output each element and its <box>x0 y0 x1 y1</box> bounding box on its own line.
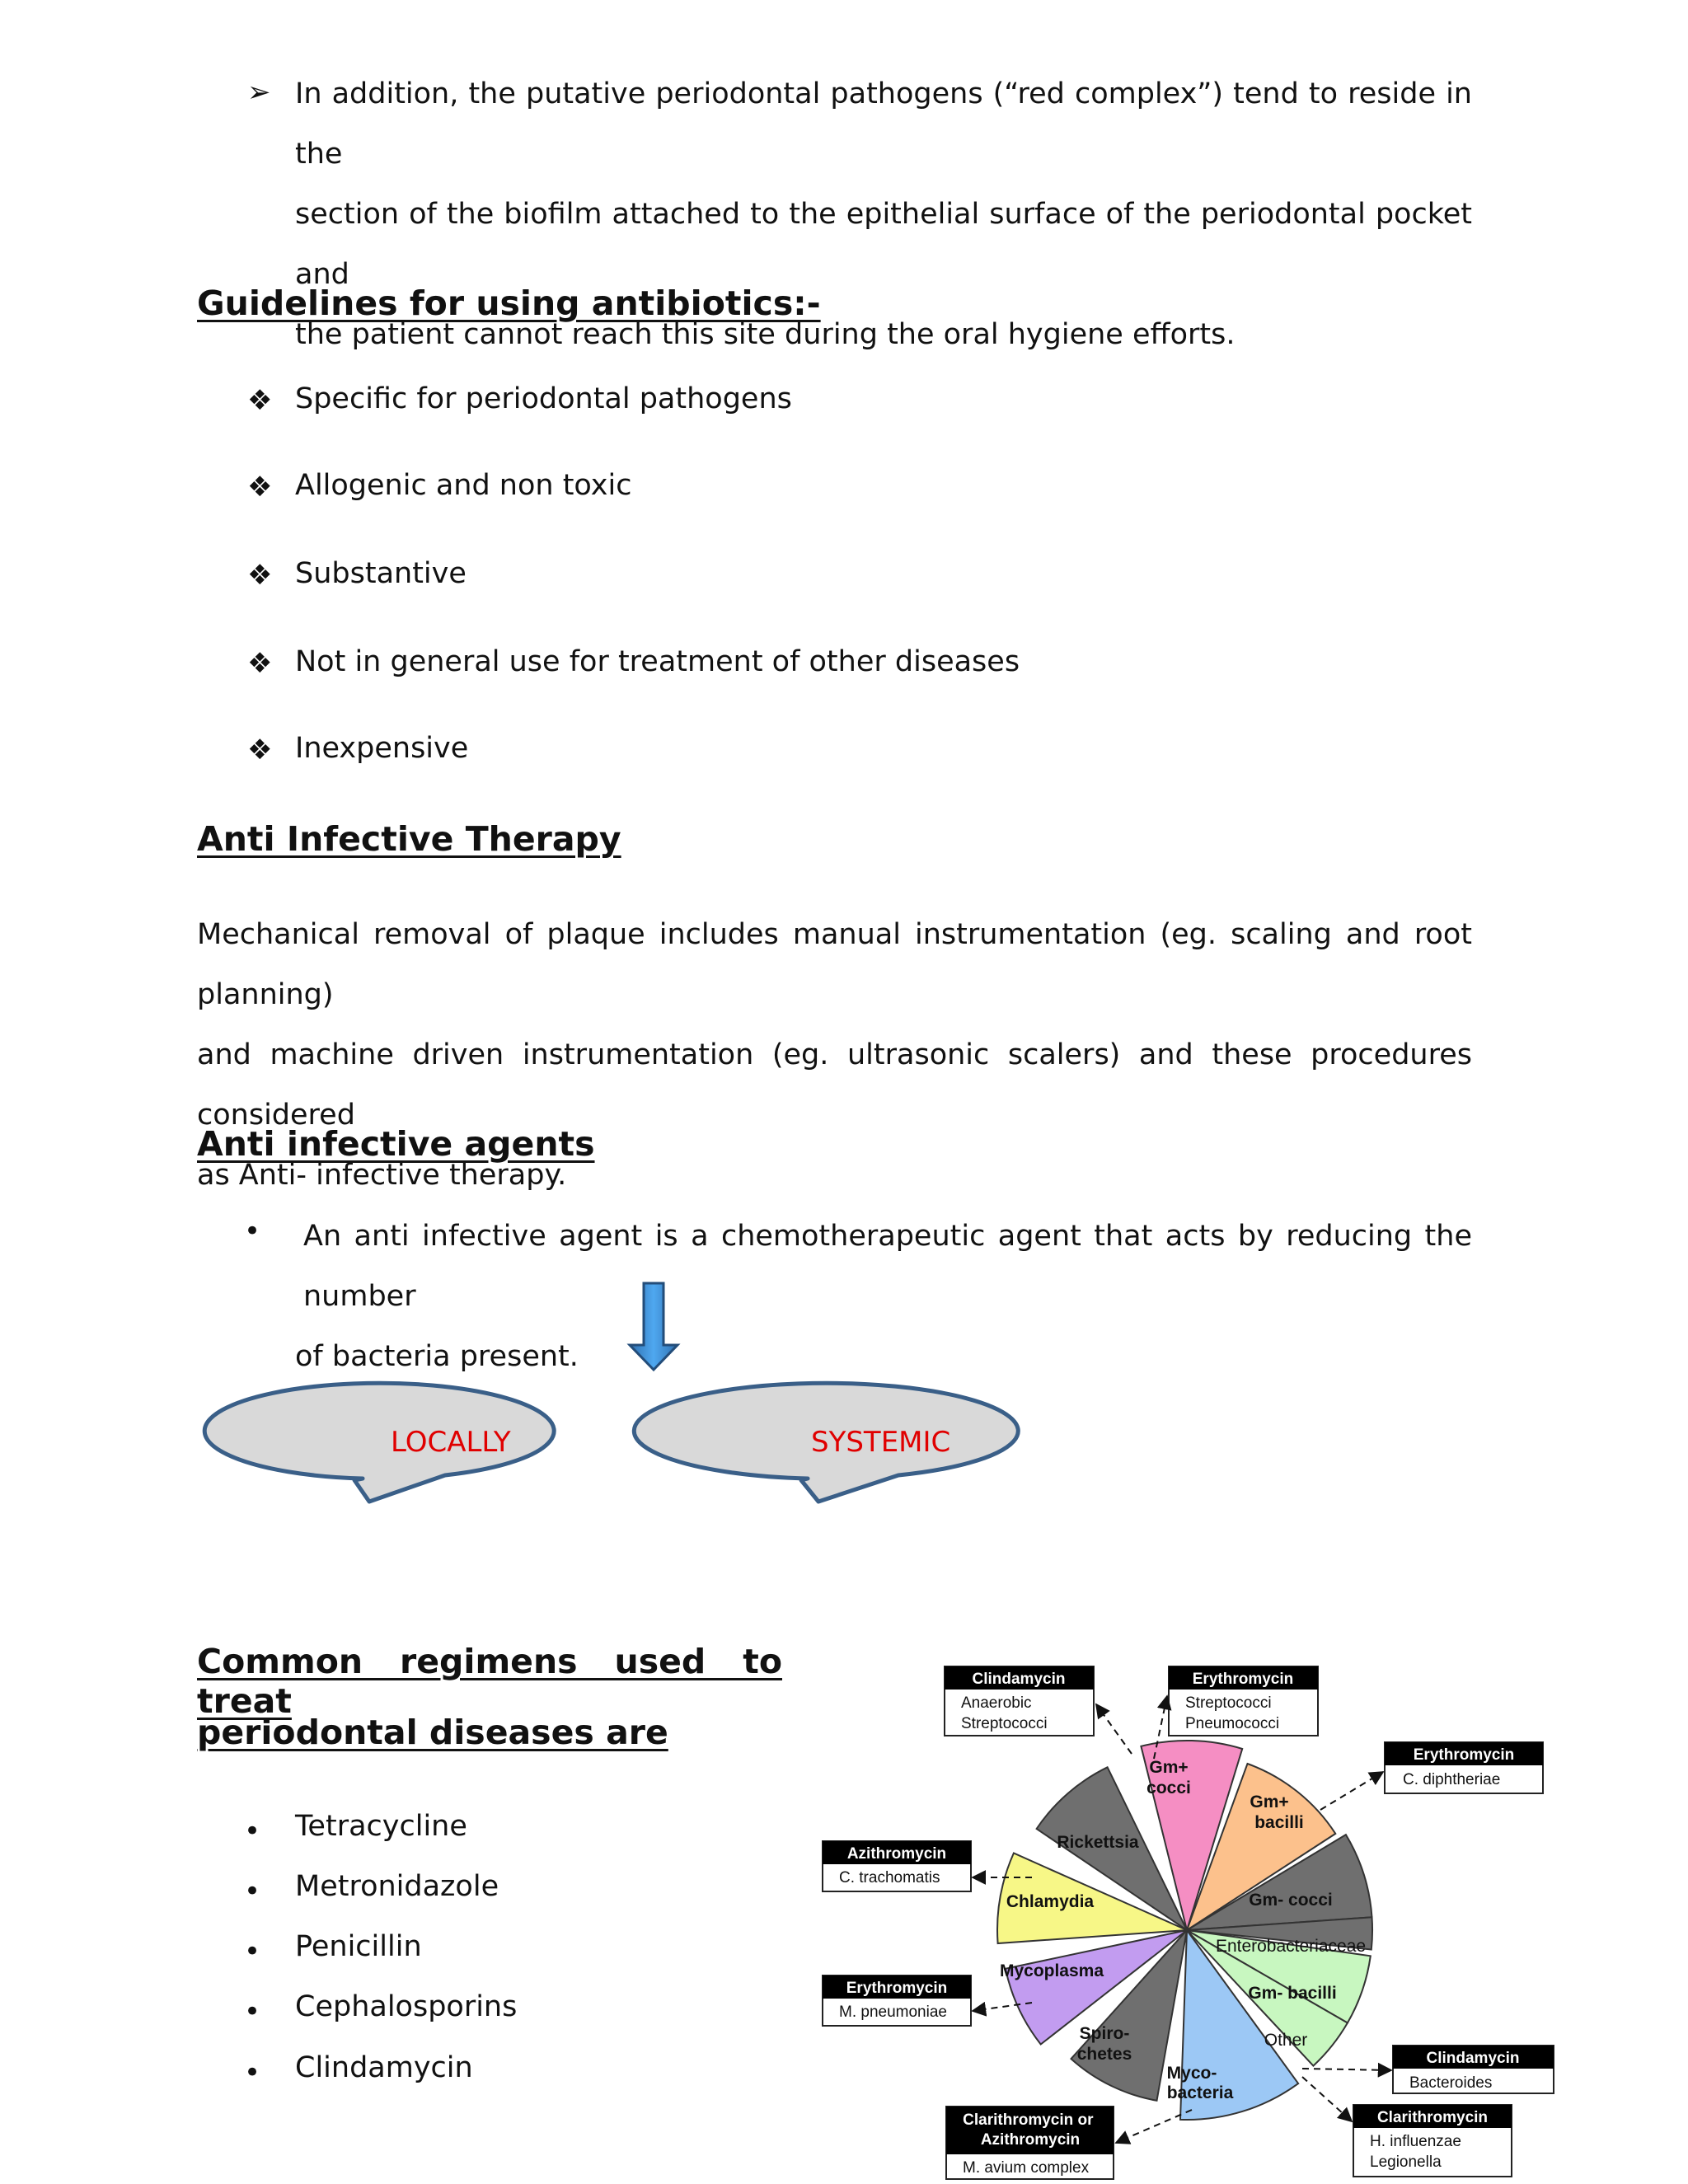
svg-text:Anaerobic: Anaerobic <box>961 1694 1032 1712</box>
regimen-item: Penicillin <box>295 1930 422 1963</box>
slice-label-gm-pos-bacilli: Gm+ bacilli <box>1250 1793 1304 1832</box>
slice-label-mycobacteria: Myco-bacteria <box>1166 2064 1234 2102</box>
svg-text:Azithromycin: Azithromycin <box>846 1845 947 1863</box>
svg-text:Pneumococci: Pneumococci <box>1185 1715 1280 1732</box>
anti-infective-agents-heading: Anti infective agents <box>197 1124 595 1164</box>
dot-bullet-icon: • <box>244 1875 261 1908</box>
svg-text:C. diphtheriae: C. diphtheriae <box>1403 1771 1501 1788</box>
svg-text:Erythromycin: Erythromycin <box>846 1980 948 1997</box>
slice-label-gm-neg-bacilli: Gm- bacilli <box>1248 1984 1337 2003</box>
drug-box <box>1169 1666 1318 1736</box>
svg-text:Bacteroides: Bacteroides <box>1409 2074 1493 2092</box>
drug-box <box>1393 2046 1554 2093</box>
regimens-heading-line-1: Common regimens used to treat <box>197 1642 782 1721</box>
intro-line-3: the patient cannot reach this site during the oral hygiene efforts. <box>295 318 1236 351</box>
intro-line-2: section of the biofilm attached to the epithelial surface of the periodontal pocket and <box>295 198 1472 291</box>
dot-bullet-icon: • <box>244 1995 261 2028</box>
anti-infective-therapy-heading: Anti Infective Therapy <box>197 819 621 859</box>
svg-text:Streptococci: Streptococci <box>1185 1694 1272 1712</box>
agents-line-2: of bacteria present. <box>295 1340 579 1373</box>
slice-label-other: Other <box>1264 2031 1308 2050</box>
regimen-item: Clindamycin <box>295 2051 473 2084</box>
guideline-item: Allogenic and non toxic <box>295 469 632 502</box>
dot-bullet-icon: • <box>244 1215 261 1248</box>
slice-label-rickettsia: Rickettsia <box>1057 1833 1139 1852</box>
regimens-heading-line-2: periodontal diseases are <box>197 1713 668 1752</box>
guideline-item: Substantive <box>295 557 467 590</box>
svg-text:Clindamycin: Clindamycin <box>972 1671 1066 1688</box>
agents-line-1: An anti infective agent is a chemotherapeutic agent that acts by reducing the number <box>303 1220 1472 1313</box>
svg-text:Clarithromycin: Clarithromycin <box>1376 2109 1489 2126</box>
regimen-item: Metronidazole <box>295 1870 499 1903</box>
guideline-item: Specific for periodontal pathogens <box>295 382 792 415</box>
slice-label-gm-neg-cocci: Gm- cocci <box>1249 1891 1333 1910</box>
slice-label-mycoplasma: Mycoplasma <box>999 1961 1104 1980</box>
dot-bullet-icon: • <box>244 1815 261 1848</box>
svg-text:Streptococci: Streptococci <box>961 1715 1048 1732</box>
svg-text:Legionella: Legionella <box>1370 2154 1442 2171</box>
slice-label-chlamydia: Chlamydia <box>1006 1892 1095 1911</box>
guidelines-heading: Guidelines for using antibiotics:- <box>197 284 821 323</box>
therapy-line-2: and machine driven instrumentation (eg. ultrasonic scalers) and these procedures considered <box>197 1038 1472 1132</box>
diamond-bullet-icon: ❖ <box>247 471 273 504</box>
drug-box <box>1385 1742 1543 1793</box>
slice-label-spirochetes: Spiro-chetes <box>1076 2024 1132 2064</box>
svg-text:M. pneumoniae: M. pneumoniae <box>839 2004 947 2021</box>
slice-label-enterobacteriaceae: Enterobacteriaceae <box>1215 1937 1367 1956</box>
regimen-item: Tetracycline <box>295 1810 467 1843</box>
svg-text:Erythromycin: Erythromycin <box>1192 1671 1294 1688</box>
svg-text:Clindamycin: Clindamycin <box>1426 2050 1520 2067</box>
drug-box <box>1353 2105 1512 2177</box>
diamond-bullet-icon: ❖ <box>247 384 273 417</box>
drug-box <box>945 1666 1094 1736</box>
systemic-label: SYSTEMIC <box>811 1426 951 1459</box>
locally-label: LOCALLY <box>391 1426 511 1459</box>
therapy-line-1: Mechanical removal of plaque includes manual instrumentation (eg. scaling and root planning) <box>197 918 1472 1011</box>
svg-text:Clarithromycin or Azithr: Clarithromycin or Azithromycin <box>963 2111 1094 2149</box>
therapy-line-3: as Anti- infective therapy. <box>197 1159 567 1192</box>
drug-box <box>946 2107 1114 2179</box>
arrow-bullet-icon: ➢ <box>247 76 271 109</box>
guideline-item: Not in general use for treatment of other diseases <box>295 645 1020 678</box>
diamond-bullet-icon: ❖ <box>247 559 273 592</box>
guideline-item: Inexpensive <box>295 732 469 765</box>
drug-box <box>823 1975 971 2026</box>
dot-bullet-icon: • <box>244 2056 261 2089</box>
diamond-bullet-icon: ❖ <box>247 647 273 680</box>
svg-text:H. influenzae: H. influenzae <box>1370 2133 1461 2150</box>
svg-text:Erythromycin: Erythromycin <box>1413 1746 1515 1764</box>
regimen-item: Cephalosporins <box>295 1990 518 2023</box>
slice-label-gm-pos-cocci: Gm+ cocci <box>1146 1758 1191 1797</box>
dot-bullet-icon: • <box>244 1935 261 1968</box>
svg-text:M. avium complex: M. avium complex <box>963 2159 1090 2177</box>
drug-box <box>823 1841 971 1891</box>
intro-line-1: In addition, the putative periodontal pathogens (“red complex”) tend to reside in the <box>295 77 1472 171</box>
svg-text:C. trachomatis: C. trachomatis <box>839 1869 940 1886</box>
diamond-bullet-icon: ❖ <box>247 733 273 766</box>
